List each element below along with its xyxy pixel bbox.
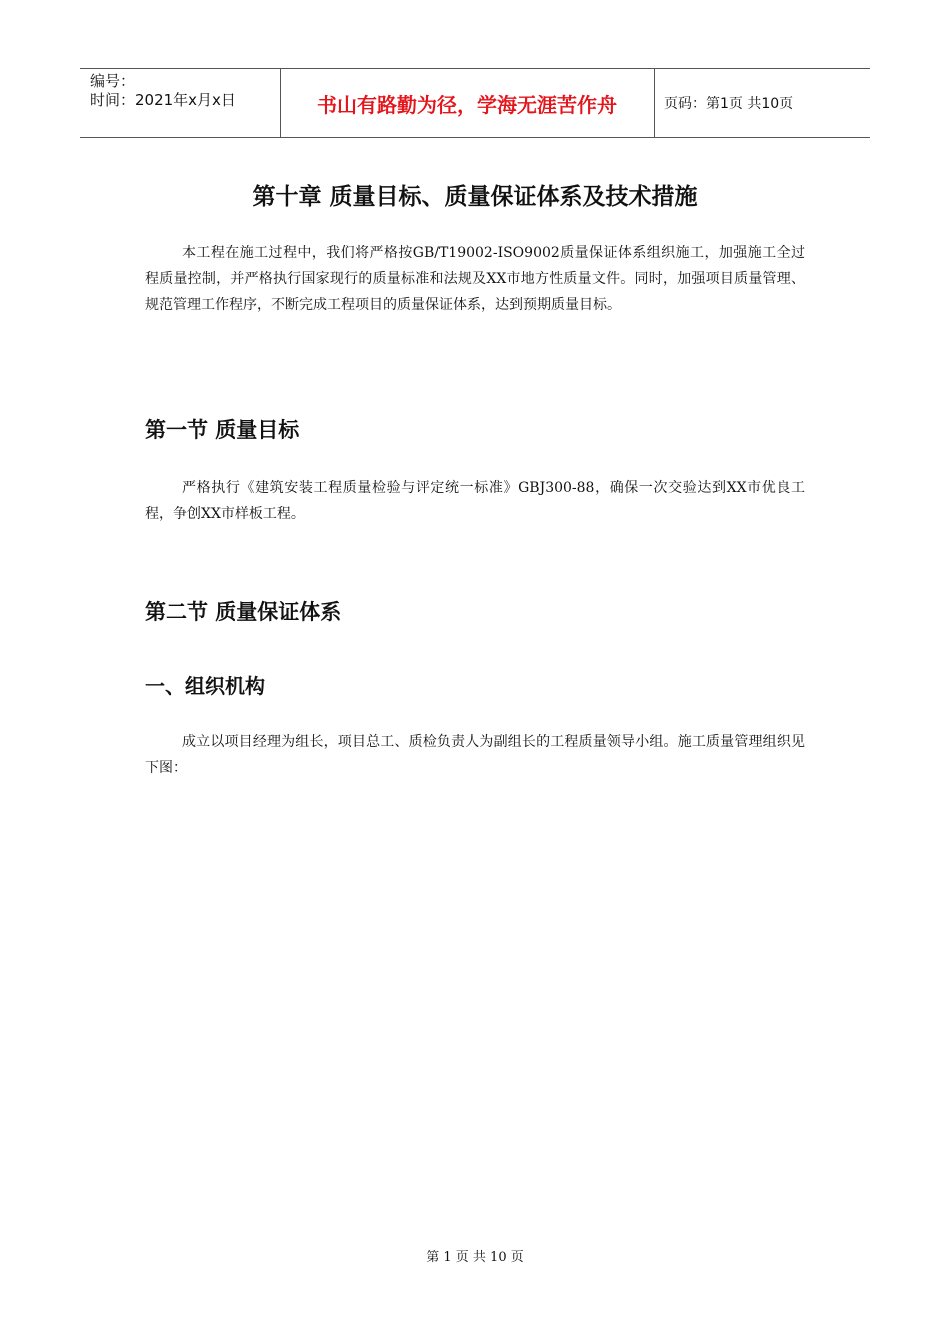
intro-paragraph: 本工程在施工过程中，我们将严格按GB/T19002-ISO9002质量保证体系组织施工，加强施工全过程质量控制，并严格执行国家现行的质量标准和法规及XX市地方性质量文件。同时，加强项目质量管理、规范管理工作程序，不断完成工程项目的质量保证体系，达到预期质量目标。 <box>145 245 805 313</box>
header-page-info: 页码：第1页 共10页 <box>664 96 794 112</box>
section1-paragraph: 严格执行《建筑安装工程质量检验与评定统一标准》GBJ300-88，确保一次交验达到XX市优良工程，争创XX市样板工程。 <box>145 480 805 522</box>
page-footer: 第 1 页 共 10 页 <box>426 1250 524 1265</box>
time-label: 时间：2021年x月x日 <box>90 91 236 109</box>
section1-heading: 第一节 质量目标 <box>145 418 300 442</box>
header-meta <box>80 69 280 137</box>
subsection1-heading: 一、组织机构 <box>145 674 265 698</box>
subsection1-paragraph: 成立以项目经理为组长，项目总工、质检负责人为副组长的工程质量领导小组。施工质量管理组织见下图： <box>145 734 805 776</box>
header-divider <box>654 69 655 137</box>
number-label: 编号： <box>90 72 136 90</box>
header-motto: 书山有路勤为径，学海无涯苦作舟 <box>317 92 617 117</box>
header-table <box>80 68 870 138</box>
section2-heading: 第二节 质量保证体系 <box>145 600 342 624</box>
document-title: 第十章 质量目标、质量保证体系及技术措施 <box>252 184 698 210</box>
